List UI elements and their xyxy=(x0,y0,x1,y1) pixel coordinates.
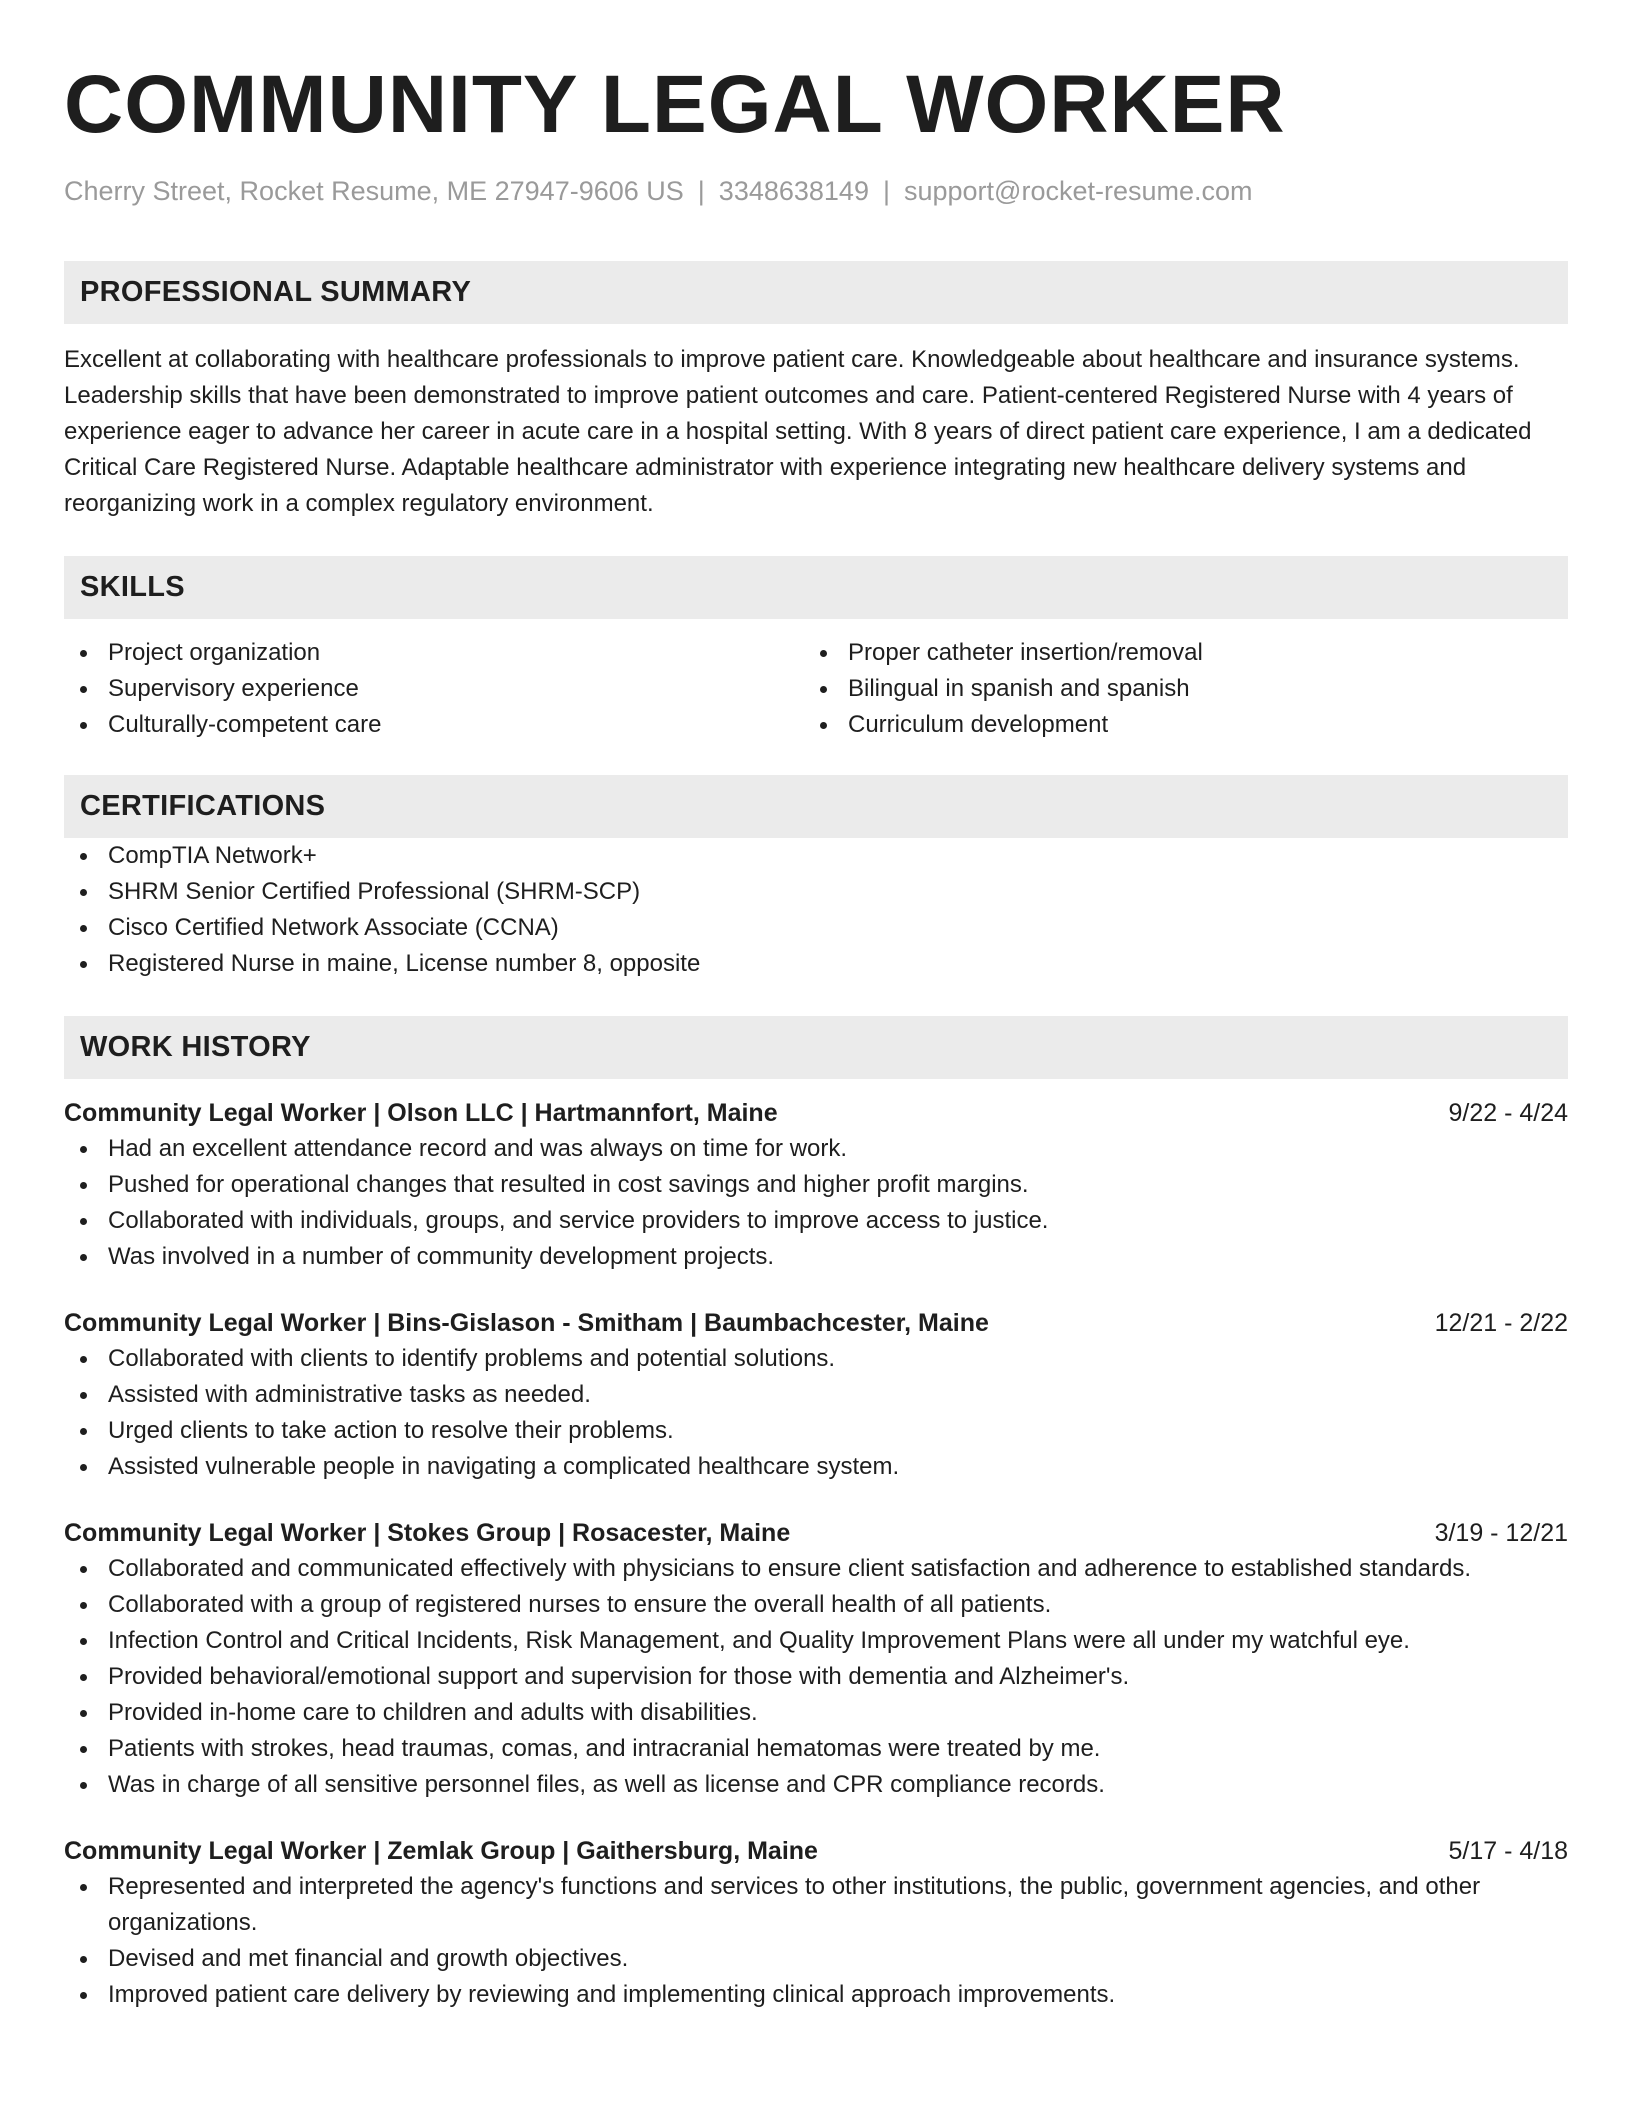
job-bullet: Was in charge of all sensitive personnel files, as well as license and CPR compliance records. xyxy=(64,1767,1568,1803)
job-bullet: Patients with strokes, head traumas, comas, and intracranial hematomas were treated by me. xyxy=(64,1731,1568,1767)
certification-item: CompTIA Network+ xyxy=(64,838,1568,874)
skills-column-left xyxy=(64,635,804,743)
job-dates: 5/17 - 4/18 xyxy=(1448,1837,1568,1865)
skills-grid xyxy=(64,635,1568,743)
certification-item: Cisco Certified Network Associate (CCNA) xyxy=(64,910,1568,946)
contact-address: Cherry Street, Rocket Resume, ME 27947-9606 US xyxy=(64,176,684,206)
job-bullets xyxy=(64,1869,1568,2013)
job-dates: 9/22 - 4/24 xyxy=(1448,1099,1568,1127)
job-entry xyxy=(64,1833,1568,2013)
job-entry xyxy=(64,1515,1568,1803)
skill-item: Curriculum development xyxy=(804,707,1544,743)
contact-separator: | xyxy=(697,176,705,206)
job-entry xyxy=(64,1095,1568,1275)
job-bullet: Assisted with administrative tasks as needed. xyxy=(64,1377,1568,1413)
skill-item: Bilingual in spanish and spanish xyxy=(804,671,1544,707)
job-bullet: Had an excellent attendance record and was always on time for work. xyxy=(64,1131,1568,1167)
contact-phone: 3348638149 xyxy=(718,176,869,206)
skills-column-right xyxy=(804,635,1544,743)
job-title: Community Legal Worker | Olson LLC | Hartmannfort, Maine xyxy=(64,1099,778,1127)
resume-name-heading: COMMUNITY LEGAL WORKER xyxy=(64,59,1286,150)
job-header xyxy=(64,1305,1568,1341)
skill-item: Project organization xyxy=(64,635,804,671)
certification-item: SHRM Senior Certified Professional (SHRM-SCP) xyxy=(64,874,1568,910)
job-bullet: Represented and interpreted the agency's functions and services to other institutions, the public, government agencies, and other organizations. xyxy=(64,1869,1568,1941)
section-header-skills: SKILLS xyxy=(64,556,1568,619)
job-bullet: Collaborated with clients to identify problems and potential solutions. xyxy=(64,1341,1568,1377)
job-title: Community Legal Worker | Bins-Gislason - Smitham | Baumbachcester, Maine xyxy=(64,1309,989,1337)
contact-separator: | xyxy=(882,176,890,206)
job-header xyxy=(64,1833,1568,1869)
job-bullets xyxy=(64,1131,1568,1275)
job-bullet: Devised and met financial and growth objectives. xyxy=(64,1941,1568,1977)
job-bullets xyxy=(64,1341,1568,1485)
section-header-summary: PROFESSIONAL SUMMARY xyxy=(64,261,1568,324)
job-bullet: Was involved in a number of community development projects. xyxy=(64,1239,1568,1275)
job-header xyxy=(64,1515,1568,1551)
certifications-list xyxy=(64,838,1568,982)
job-bullet: Assisted vulnerable people in navigating a complicated healthcare system. xyxy=(64,1449,1568,1485)
job-bullet: Urged clients to take action to resolve their problems. xyxy=(64,1413,1568,1449)
skill-item: Supervisory experience xyxy=(64,671,804,707)
section-header-certifications: CERTIFICATIONS xyxy=(64,775,1568,838)
summary-paragraph: Excellent at collaborating with healthcare professionals to improve patient care. Knowledgeable about healthcare and insurance systems. Leadership skills that have been demonstrated to improve patient outcomes and care. Patient-centered Registered Nurse with 4 years of experience eager to advance her career in acute care in a hospital setting. With 8 years of direct patient care experience, I am a dedicated Critical Care Registered Nurse. Adaptable healthcare administrator with experience integrating new healthcare delivery systems and reorganizing work in a complex regulatory environment. xyxy=(64,346,1532,517)
job-dates: 12/21 - 2/22 xyxy=(1434,1309,1568,1337)
section-header-work-history: WORK HISTORY xyxy=(64,1016,1568,1079)
job-bullets xyxy=(64,1551,1568,1803)
contact-line xyxy=(64,176,1568,207)
skill-item: Proper catheter insertion/removal xyxy=(804,635,1544,671)
certification-item: Registered Nurse in maine, License number 8, opposite xyxy=(64,946,1568,982)
job-title: Community Legal Worker | Stokes Group | Rosacester, Maine xyxy=(64,1519,791,1547)
job-bullet: Infection Control and Critical Incidents, Risk Management, and Quality Improvement Plans were all under my watchful eye. xyxy=(64,1623,1568,1659)
contact-email: support@rocket-resume.com xyxy=(903,176,1253,206)
job-bullet: Collaborated with individuals, groups, and service providers to improve access to justice. xyxy=(64,1203,1568,1239)
job-title: Community Legal Worker | Zemlak Group | Gaithersburg, Maine xyxy=(64,1837,818,1865)
job-dates: 3/19 - 12/21 xyxy=(1434,1519,1568,1547)
job-bullet: Collaborated with a group of registered nurses to ensure the overall health of all patients. xyxy=(64,1587,1568,1623)
job-header xyxy=(64,1095,1568,1131)
job-entry xyxy=(64,1305,1568,1485)
job-bullet: Pushed for operational changes that resulted in cost savings and higher profit margins. xyxy=(64,1167,1568,1203)
job-bullet: Provided behavioral/emotional support and supervision for those with dementia and Alzheimer's. xyxy=(64,1659,1568,1695)
job-bullet: Collaborated and communicated effectively with physicians to ensure client satisfaction and adherence to established standards. xyxy=(64,1551,1568,1587)
job-bullet: Improved patient care delivery by reviewing and implementing clinical approach improvements. xyxy=(64,1977,1568,2013)
skill-item: Culturally-competent care xyxy=(64,707,804,743)
job-bullet: Provided in-home care to children and adults with disabilities. xyxy=(64,1695,1568,1731)
